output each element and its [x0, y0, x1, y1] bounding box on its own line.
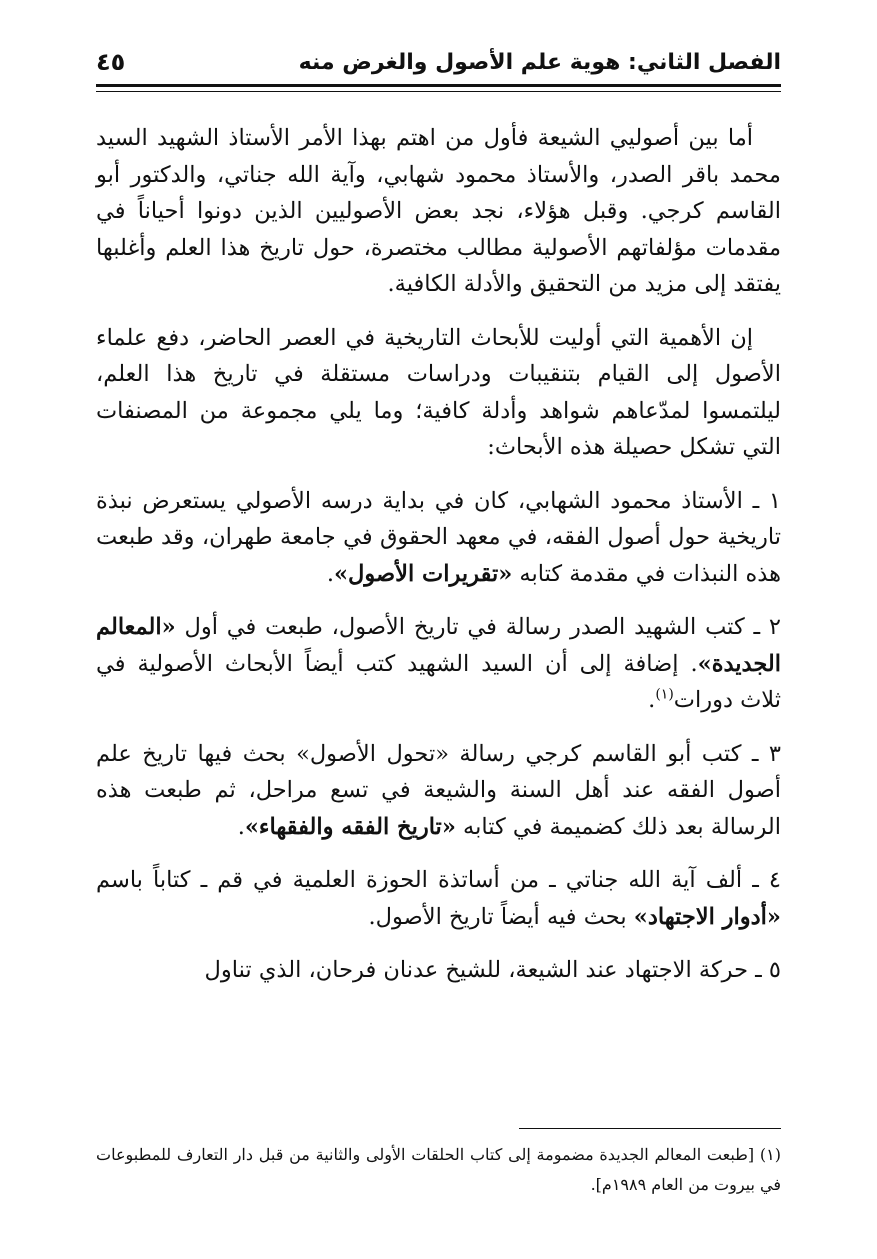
paragraph-importance	[96, 320, 781, 466]
list-item-text: ٢ ـ كتب الشهيد الصدر رسالة في تاريخ الأصول، طبعت في أول	[175, 614, 781, 640]
footnotes	[96, 1140, 781, 1200]
footnote-separator	[519, 1128, 781, 1129]
footnote-marker: (١)	[759, 1145, 781, 1164]
list-item-3	[96, 736, 781, 846]
list-item-5	[96, 952, 781, 989]
paragraph-intro	[96, 120, 781, 303]
paragraph-text: إن الأهمية التي أوليت للأبحاث التاريخية في العصر الحاضر، دفع علماء الأصول إلى القيام بتنقيبات ودراسات مستقلة في تاريخ هذا العلم، ليلتمسوا لمدّعاهم شواهد وأدلة كافية؛ وما يلي مجموعة من المصنفات التي تشكل حصيلة هذه الأبحاث:	[96, 324, 781, 460]
header-rule-thin	[96, 91, 781, 92]
list-item-4	[96, 862, 781, 935]
list-item-text: بحث فيه أيضاً تاريخ الأصول.	[368, 903, 634, 930]
footnote-reference[interactable]: (١)	[655, 686, 674, 703]
list-item-text: ٤ ـ ألف آية الله جناتي ـ من أساتذة الحوزة العلمية في قم ـ كتاباً باسم	[96, 867, 781, 893]
running-title: الفصل الثاني: هوية علم الأصول والغرض منه	[298, 49, 781, 75]
page-number: ٤٥	[96, 48, 126, 76]
list-item-2	[96, 609, 781, 719]
list-item-text: .	[326, 560, 334, 587]
page-header	[96, 40, 781, 84]
list-item-text: ٥ ـ حركة الاجتهاد عند الشيعة، للشيخ عدنان فرحان، الذي تناول	[204, 957, 781, 983]
header-rule-thick	[96, 84, 781, 87]
list-item-text: . إضافة إلى أن السيد الشهيد كتب أيضاً الأبحاث الأصولية في ثلاث دورات	[96, 650, 781, 713]
book-title: «المعالم الجديدة»	[96, 614, 781, 677]
book-title: «تقريرات الأصول»	[333, 560, 513, 587]
list-item-1	[96, 483, 781, 593]
book-title: «أدوار الاجتهاد»	[633, 903, 781, 930]
list-item-text: ١ ـ الأستاذ محمود الشهابي، كان في بداية درسه الأصولي يستعرض نبذة تاريخية حول أصول الفقه، في معهد الحقوق في جامعة طهران، وقد طبعت هذه النبذات في مقدمة كتابه	[96, 487, 781, 587]
paragraph-text: أما بين أصوليي الشيعة فأول من اهتم بهذا الأمر الأستاذ الشهيد السيد محمد باقر الصدر، والأستاذ محمود شهابي، وآية الله جناتي، والدكتور أبو القاسم كرجي. وقبل هؤلاء، نجد بعض الأصوليين الذين دونوا أحياناً في مقدمات مؤلفاتهم الأصولية مطالب مختصرة، حول تاريخ هذا العلم وأغلبها يفتقد إلى مزيد من التحقيق والأدلة الكافية.	[96, 125, 781, 297]
list-item-text: .	[237, 813, 245, 840]
footnote-text: [طبعت المعالم الجديدة مضمومة إلى كتاب الحلقات الأولى والثانية من قبل دار التعارف للمطبوعات في بيروت من العام ١٩٨٩م].	[96, 1145, 781, 1194]
list-item-text: .	[648, 687, 656, 713]
footnote-1	[96, 1140, 781, 1200]
book-title: «تاريخ الفقه والفقهاء»	[244, 813, 456, 840]
body-text	[96, 120, 781, 1006]
list-item-text: ٣ ـ كتب أبو القاسم كرجي رسالة «تحول الأصول» بحث فيها تاريخ علم أصول الفقه عند أهل السنة والشيعة في تسع مراحل، ثم طبعت هذه الرسالة بعد ذلك كضميمة في كتابه	[96, 740, 781, 840]
